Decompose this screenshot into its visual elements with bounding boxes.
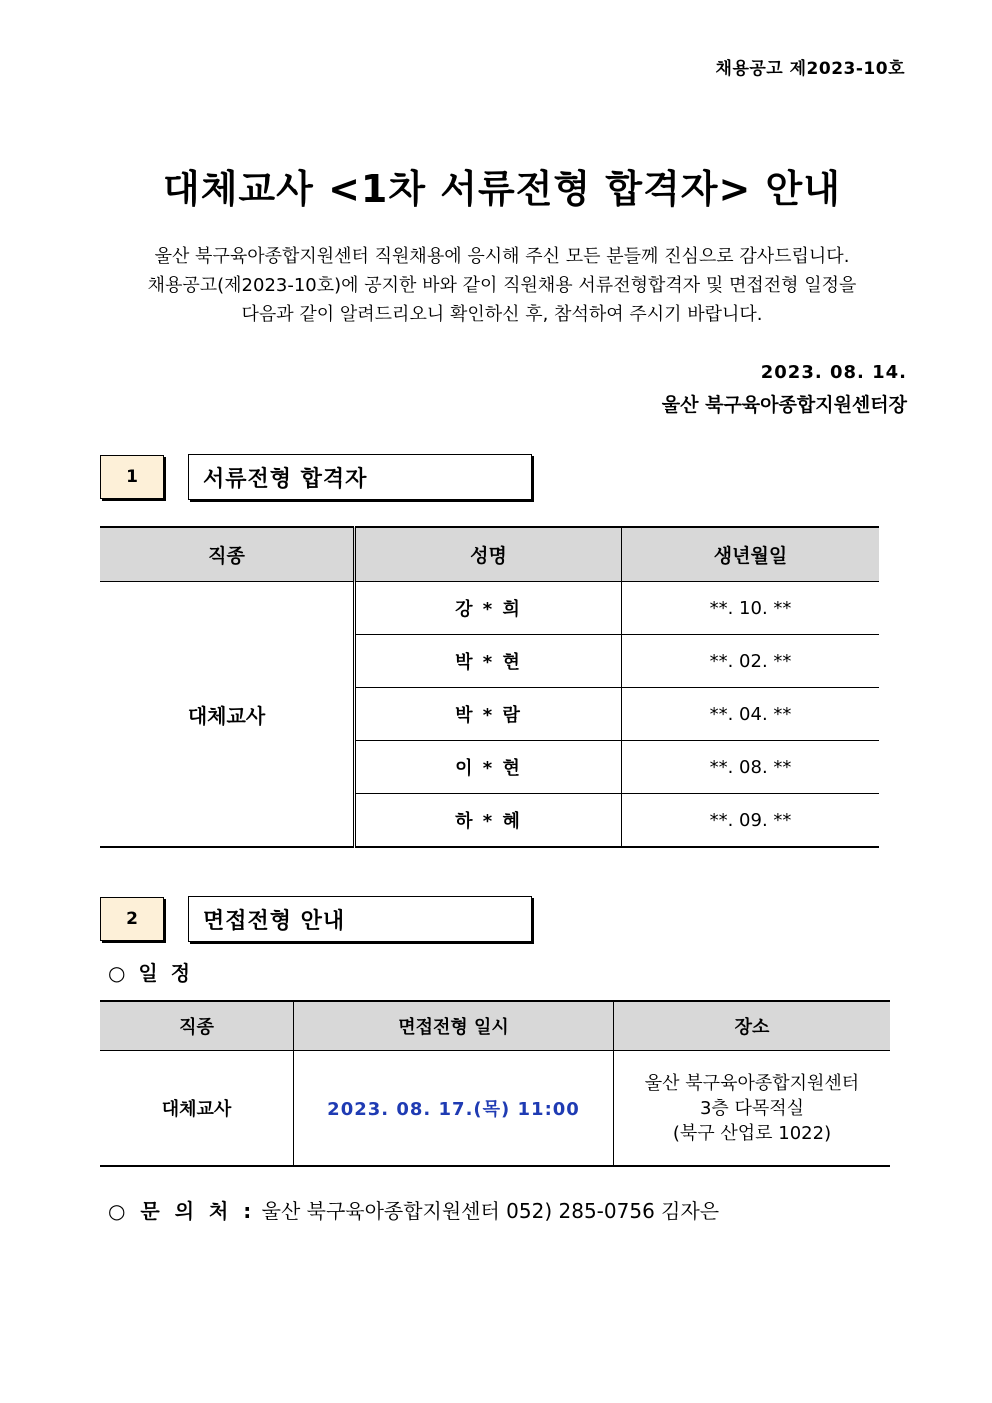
schedule-label: ○ 일 정 bbox=[108, 961, 194, 985]
birth-cell: **. 10. ** bbox=[622, 582, 880, 635]
name-cell: 이 * 현 bbox=[355, 741, 622, 794]
name-cell: 박 * 람 bbox=[355, 688, 622, 741]
intro-line: 다음과 같이 알려드리오니 확인하신 후, 참석하여 주시기 바랍니다. bbox=[241, 304, 763, 325]
page-title: 대체교사 <1차 서류전형 합격자> 안내 bbox=[163, 167, 841, 211]
organization-name: 울산 북구육아종합지원센터장 bbox=[661, 394, 907, 416]
table-header-row bbox=[100, 1001, 890, 1051]
section-2-number: 2 bbox=[100, 897, 164, 941]
interview-table bbox=[100, 1000, 890, 1167]
passers-table bbox=[100, 526, 879, 848]
birth-cell: **. 09. ** bbox=[622, 794, 880, 848]
section-2-title: 면접전형 안내 bbox=[188, 896, 532, 942]
section-1-number: 1 bbox=[100, 455, 164, 499]
birth-cell: **. 08. ** bbox=[622, 741, 880, 794]
datetime-cell: 2023. 08. 17.(목) 11:00 bbox=[294, 1051, 614, 1167]
table-header-row bbox=[100, 527, 879, 582]
place-line: 울산 북구육아종합지원센터 bbox=[644, 1072, 860, 1094]
header-place: 장소 bbox=[614, 1001, 891, 1051]
intro-text bbox=[0, 242, 992, 329]
notice-number: 채용공고 제2023-10호 bbox=[715, 59, 905, 79]
table-row bbox=[100, 1051, 890, 1167]
contact-info bbox=[108, 1195, 719, 1224]
job-cell: 대체교사 bbox=[100, 1051, 294, 1167]
intro-line: 울산 북구육아종합지원센터 직원채용에 응시해 주신 모든 분들께 진심으로 감사드립니다. bbox=[154, 246, 850, 267]
header-birth: 생년월일 bbox=[622, 527, 880, 582]
header-job: 직종 bbox=[100, 527, 355, 582]
section-1-title: 서류전형 합격자 bbox=[188, 454, 532, 500]
name-cell: 하 * 혜 bbox=[355, 794, 622, 848]
birth-cell: **. 04. ** bbox=[622, 688, 880, 741]
header-job: 직종 bbox=[100, 1001, 294, 1051]
job-cell: 대체교사 bbox=[100, 582, 355, 848]
name-cell: 강 * 희 bbox=[355, 582, 622, 635]
header-name: 성명 bbox=[355, 527, 622, 582]
contact-label: ○ 문 의 처 : bbox=[108, 1199, 256, 1223]
place-cell bbox=[614, 1051, 891, 1167]
intro-line: 채용공고(제2023-10호)에 공지한 바와 같이 직원채용 서류전형합격자 및 면접전형 일정을 bbox=[147, 275, 857, 296]
contact-value: 울산 북구육아종합지원센터 052) 285-0756 김자은 bbox=[261, 1199, 720, 1223]
header-datetime: 면접전형 일시 bbox=[294, 1001, 614, 1051]
place-line: 3층 다목적실 bbox=[699, 1097, 805, 1119]
name-cell: 박 * 현 bbox=[355, 635, 622, 688]
birth-cell: **. 02. ** bbox=[622, 635, 880, 688]
table-row bbox=[100, 582, 879, 635]
place-line: (북구 산업로 1022) bbox=[672, 1122, 832, 1144]
notice-date: 2023. 08. 14. bbox=[760, 362, 907, 383]
